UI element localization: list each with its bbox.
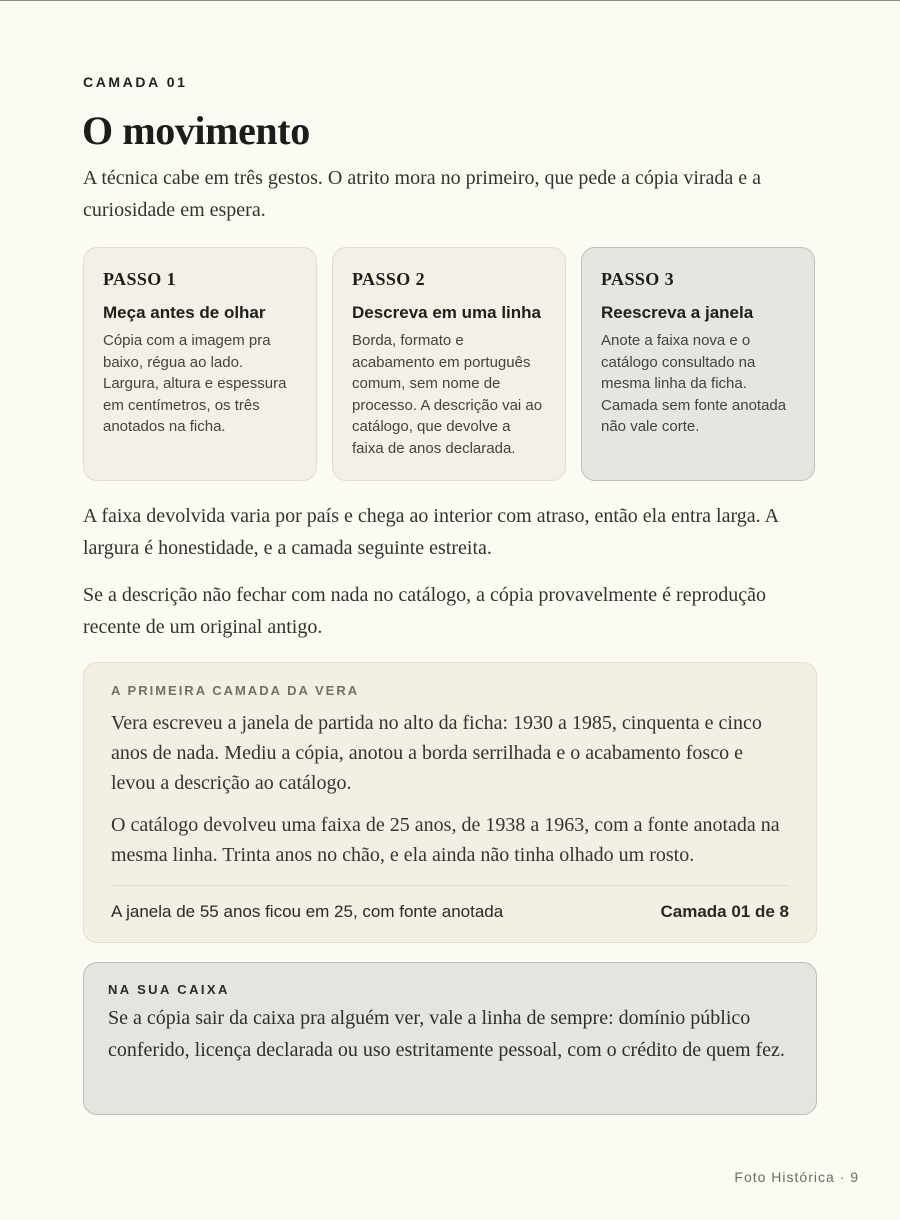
example-kicker: A PRIMEIRA CAMADA DA VERA [111,683,360,698]
callout-text: Se a cópia sair da caixa pra alguém ver, vale a linha de sempre: domínio público conferido, licença declarada ou uso estritamente pessoal, com o crédito de quem fez. [108,1007,785,1061]
example-paragraph: O catálogo devolveu uma faixa de 25 anos, de 1938 a 1963, com a fonte anotada na mesma linha. Trinta anos no chão, e ela ainda não tinha olhado um rosto. [111,814,780,866]
body-paragraph: Se a descrição não fechar com nada no catálogo, a cópia provavelmente é reprodução recente de um original antigo. [83,584,766,638]
callout-box [83,962,817,1115]
divider [111,885,789,886]
step-title: Meça antes de olhar [103,303,266,322]
page-title: O movimento [82,108,310,153]
example-summary: A janela de 55 anos ficou em 25, com fonte anotada [111,902,504,921]
step-text: Cópia com a imagem pra baixo, régua ao lado. Largura, altura e espessura em centímetros, os três anotados na ficha. [103,332,287,435]
body-paragraph: A faixa devolvida varia por país e chega ao interior com atraso, então ela entra larga. A largura é honestidade, e a camada seguinte estreita. [83,505,778,559]
step-label: PASSO 3 [601,269,674,289]
step-label: PASSO 1 [103,269,176,289]
intro-paragraph: A técnica cabe em três gestos. O atrito mora no primeiro, que pede a cópia virada e a curiosidade em espera. [83,167,762,221]
layer-counter: Camada 01 de 8 [660,902,789,921]
page-folio: Foto Histórica · 9 [734,1169,859,1185]
step-label: PASSO 2 [352,269,425,289]
step-text: Anote a faixa nova e o catálogo consultado na mesma linha da ficha. Camada sem fonte anotada não vale corte. [601,332,787,435]
section-kicker: CAMADA 01 [83,74,188,90]
example-box [83,662,817,943]
step-card-1 [83,247,317,481]
example-paragraph: Vera escreveu a janela de partida no alto da ficha: 1930 a 1985, cinquenta e cinco anos de nada. Mediu a cópia, anotou a borda serrilhada e o acabamento fosco e levou a descrição ao catálogo. [111,712,762,794]
callout-kicker: NA SUA CAIXA [108,982,230,997]
example-footer [111,901,789,923]
step-title: Descreva em uma linha [352,303,541,322]
step-text: Borda, formato e acabamento em português comum, sem nome de processo. A descrição vai ao catálogo, que devolve a faixa de anos declarada. [352,332,543,457]
step-card-3 [581,247,815,481]
step-card-2 [332,247,566,481]
step-title: Reescreva a janela [601,303,754,322]
